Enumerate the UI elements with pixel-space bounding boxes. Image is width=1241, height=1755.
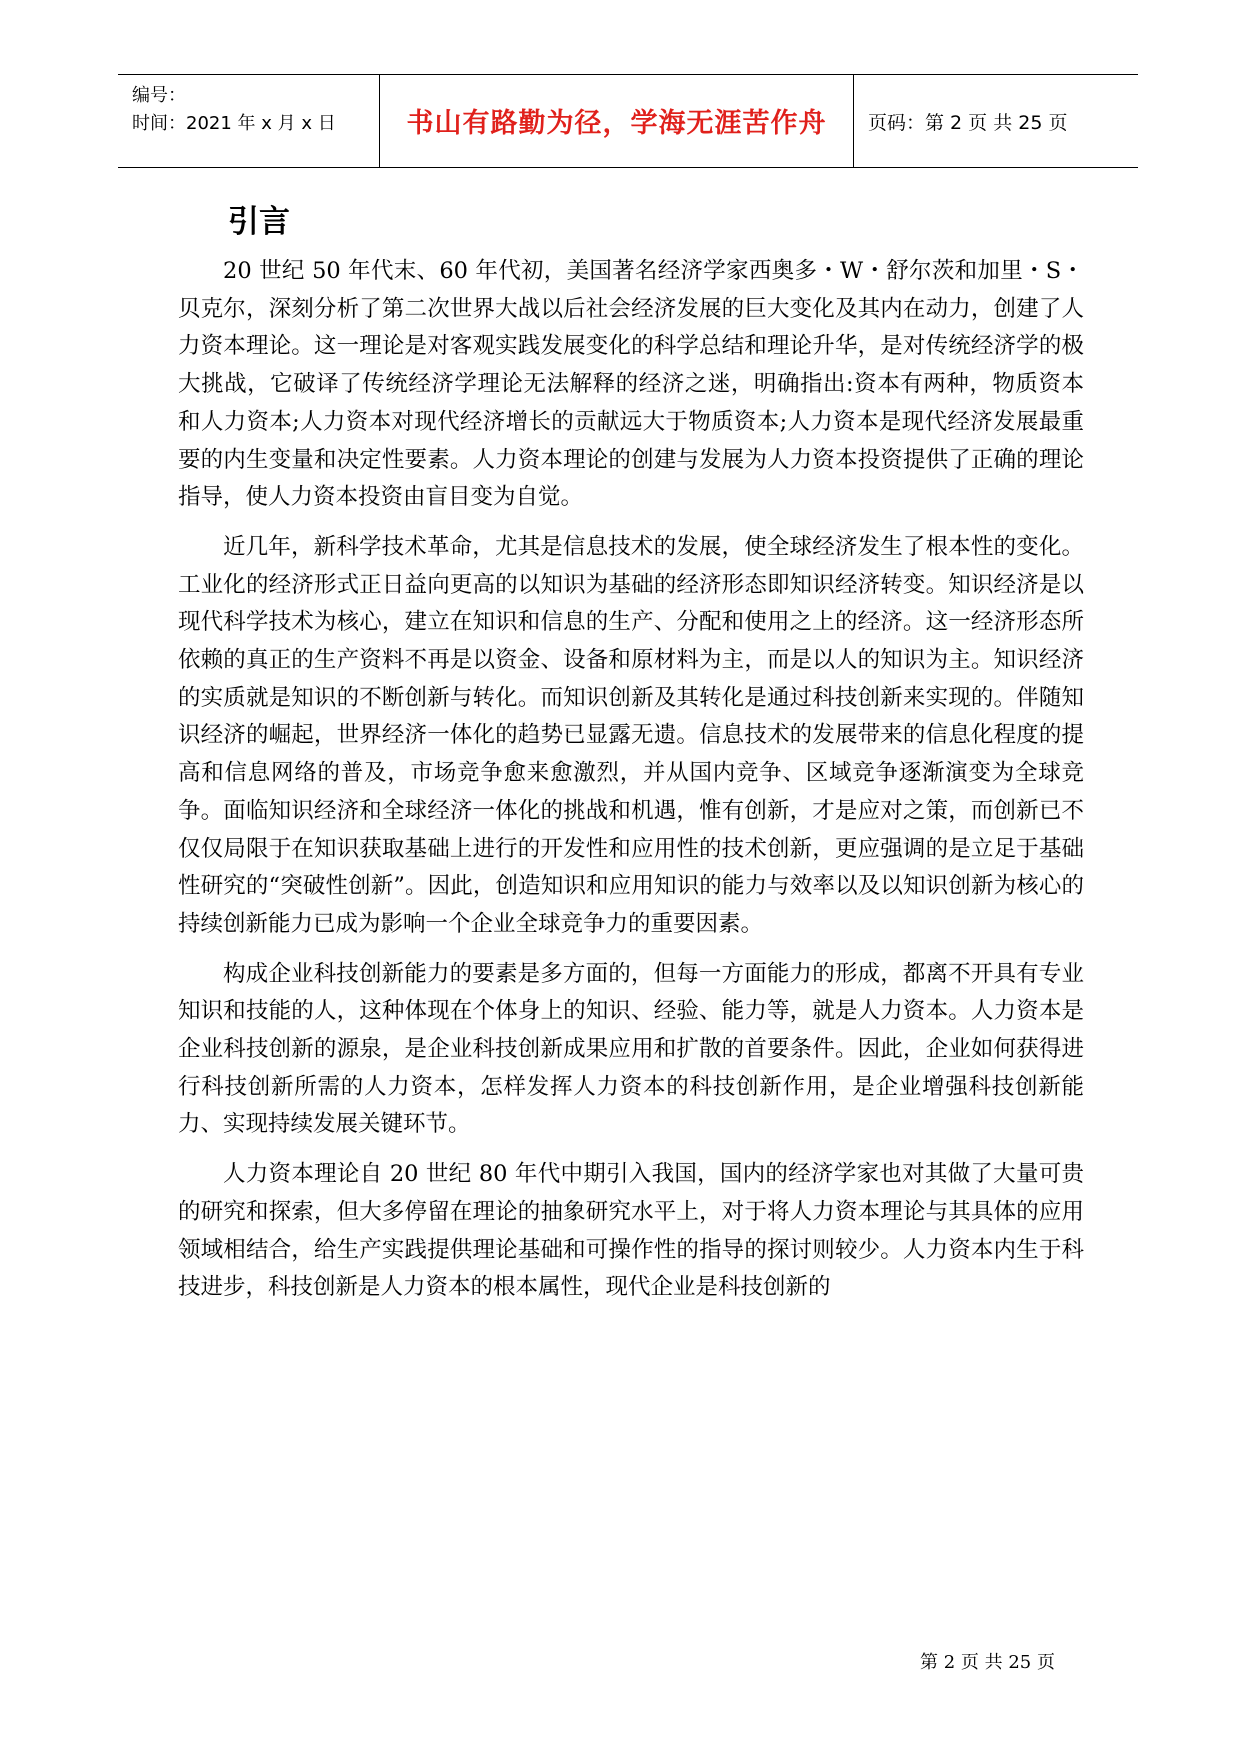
- paragraph: 构成企业科技创新能力的要素是多方面的，但每一方面能力的形成，都离不开具有专业知识和技能的人，这种体现在个体身上的知识、经验、能力等，就是人力资本。人力资本是企业科技创新的源泉，是企业科技创新成果应用和扩散的首要条件。因此，企业如何获得进行科技创新所需的人力资本，怎样发挥人力资本的科技创新作用，是企业增强科技创新能力、实现持续发展关键环节。: [178, 960, 1084, 1138]
- section-heading: 引言: [228, 204, 290, 240]
- page-header: [118, 74, 1138, 168]
- header-motto-cell: [380, 75, 854, 167]
- paragraph: 近几年，新科学技术革命，尤其是信息技术的发展，使全球经济发生了根本性的变化。工业化的经济形式正日益向更高的以知识为基础的经济形态即知识经济转变。知识经济是以现代科学技术为核心，建立在知识和信息的生产、分配和使用之上的经济。这一经济形态所依赖的真正的生产资料不再是以资金、设备和原材料为主，而是以人的知识为主。知识经济的实质就是知识的不断创新与转化。而知识创新及其转化是通过科技创新来实现的。伴随知识经济的崛起，世界经济一体化的趋势已显露无遗。信息技术的发展带来的信息化程度的提高和信息网络的普及，市场竞争愈来愈激烈，并从国内竞争、区域竞争逐渐演变为全球竞争。面临知识经济和全球经济一体化的挑战和机遇，惟有创新，才是应对之策，而创新已不仅仅局限于在知识获取基础上进行的开发性和应用性的技术创新，更应强调的是立足于基础性研究的“突破性创新”。因此，创造知识和应用知识的能力与效率以及以知识创新为核心的持续创新能力已成为影响一个企业全球竞争力的重要因素。: [178, 533, 1084, 937]
- document-body: [178, 253, 1084, 1319]
- header-page-cell: [854, 75, 1138, 167]
- header-info-cell: [118, 75, 380, 167]
- header-motto: 书山有路勤为径，学海无涯苦作舟: [406, 108, 827, 139]
- time-label: 时间：2021 年 x 月 x 日: [132, 113, 336, 134]
- number-label: 编号：: [132, 85, 186, 106]
- paragraph: 20 世纪 50 年代末、60 年代初，美国著名经济学家西奥多・W・舒尔茨和加里・S・贝克尔，深刻分析了第二次世界大战以后社会经济发展的巨大变化及其内在动力，创建了人力资本理论。这一理论是对客观实践发展变化的科学总结和理论升华，是对传统经济学的极大挑战，它破译了传统经济学理论无法解释的经济之迷，明确指出:资本有两种，物质资本和人力资本;人力资本对现代经济增长的贡献远大于物质资本;人力资本是现代经济发展最重要的内生变量和决定性要素。人力资本理论的创建与发展为人力资本投资提供了正确的理论指导，使人力资本投资由盲目变为自觉。: [178, 258, 1084, 511]
- paragraph: 人力资本理论自 20 世纪 80 年代中期引入我国，国内的经济学家也对其做了大量可贵的研究和探索，但大多停留在理论的抽象研究水平上，对于将人力资本理论与其具体的应用领域相结合，给生产实践提供理论基础和可操作性的指导的探讨则较少。人力资本内生于科技进步，科技创新是人力资本的根本属性，现代企业是科技创新的: [178, 1161, 1084, 1301]
- page-footer: 第 2 页 共 25 页: [920, 1652, 1055, 1673]
- header-page-info: 页码：第 2 页 共 25 页: [868, 112, 1068, 134]
